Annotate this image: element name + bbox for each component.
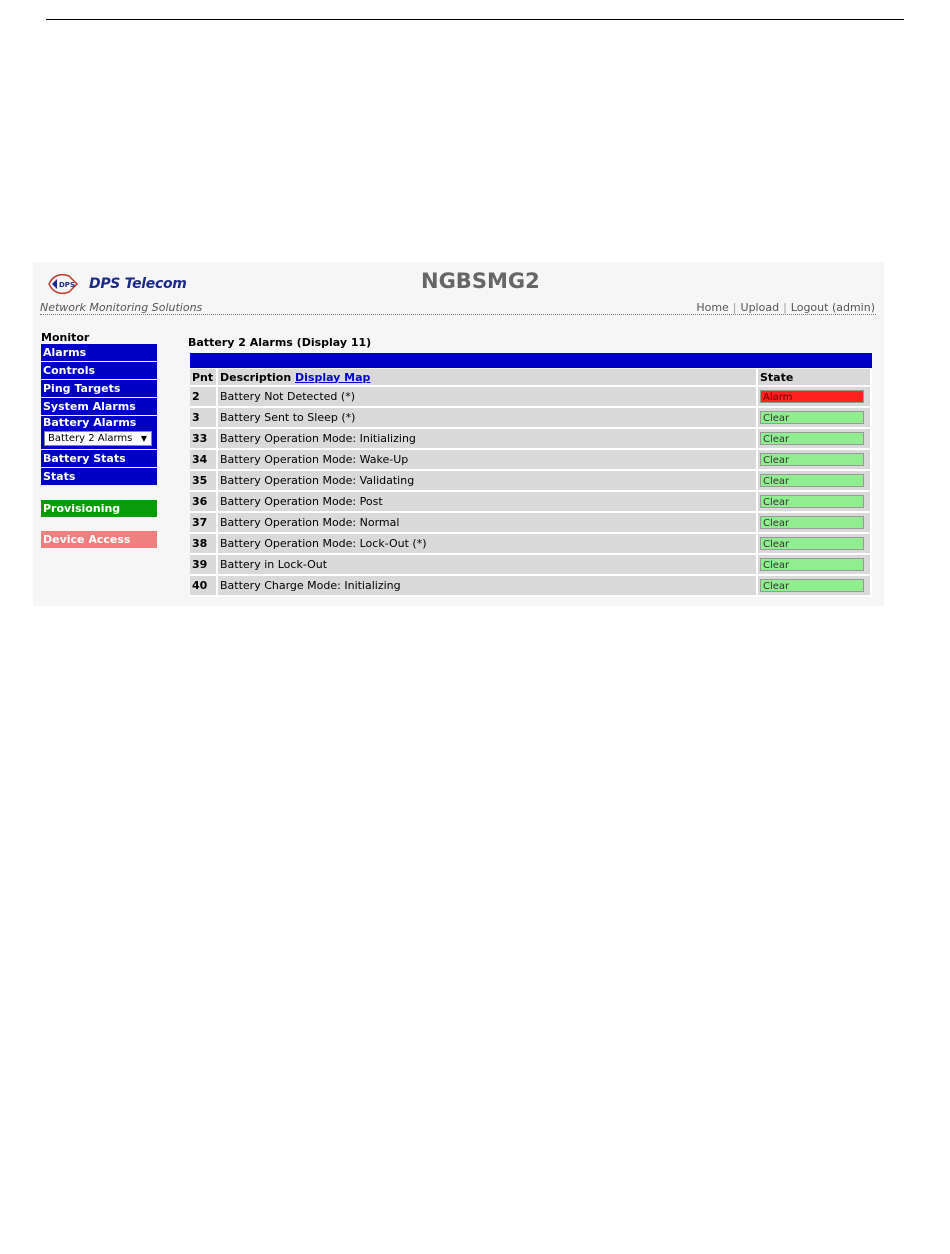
sidebar-item-label[interactable]: Battery Alarms <box>43 416 137 429</box>
row-pnt: 40 <box>190 575 217 596</box>
table-row <box>190 386 871 407</box>
row-description: Battery Charge Mode: Initializing <box>217 575 757 596</box>
row-state-cell <box>757 554 871 575</box>
status-badge: Clear <box>760 432 864 445</box>
row-state-cell <box>757 533 871 554</box>
row-pnt: 3 <box>190 407 217 428</box>
sidebar-item-battery-stats[interactable]: Battery Stats <box>41 450 157 467</box>
row-pnt: 33 <box>190 428 217 449</box>
row-description: Battery Operation Mode: Normal <box>217 512 757 533</box>
row-pnt: 34 <box>190 449 217 470</box>
row-pnt: 2 <box>190 386 217 407</box>
row-description: Battery in Lock-Out <box>217 554 757 575</box>
table-row <box>190 449 871 470</box>
sidebar-item-battery-alarms[interactable] <box>41 416 157 449</box>
row-state-cell <box>757 386 871 407</box>
status-badge: Alarm <box>760 390 864 403</box>
provisioning-button[interactable]: Provisioning <box>41 500 157 517</box>
row-state-cell <box>757 512 871 533</box>
svg-text:DPS: DPS <box>59 281 75 289</box>
tagline: Network Monitoring Solutions <box>40 301 203 314</box>
status-badge: Clear <box>760 558 864 571</box>
status-badge: Clear <box>760 537 864 550</box>
web-interface-screenshot <box>33 262 884 606</box>
row-pnt: 39 <box>190 554 217 575</box>
sidebar-item-ping-targets[interactable]: Ping Targets <box>41 380 157 397</box>
status-badge: Clear <box>760 495 864 508</box>
status-badge: Clear <box>760 453 864 466</box>
unit-name: NGBSMG2 <box>421 269 540 293</box>
row-description: Battery Not Detected (*) <box>217 386 757 407</box>
home-link[interactable]: Home <box>696 301 729 314</box>
header-divider <box>40 314 876 315</box>
logout-link[interactable]: Logout (admin) <box>790 301 875 314</box>
upload-link[interactable]: Upload <box>740 301 780 314</box>
table-header-row <box>190 369 871 386</box>
table-row <box>190 554 871 575</box>
row-pnt: 38 <box>190 533 217 554</box>
table-row <box>190 512 871 533</box>
row-pnt: 36 <box>190 491 217 512</box>
col-pnt: Pnt <box>190 369 217 386</box>
page-top-rule <box>46 19 904 20</box>
sidebar-item-stats[interactable]: Stats <box>41 468 157 485</box>
row-description: Battery Sent to Sleep (*) <box>217 407 757 428</box>
row-description: Battery Operation Mode: Wake-Up <box>217 449 757 470</box>
top-links: Home | Upload | Logout (admin) <box>696 301 875 314</box>
page-title: Battery 2 Alarms (Display 11) <box>188 336 372 349</box>
table-row <box>190 575 871 596</box>
row-description: Battery Operation Mode: Validating <box>217 470 757 491</box>
row-pnt: 37 <box>190 512 217 533</box>
battery-select-dropdown[interactable] <box>44 431 152 446</box>
alarm-table <box>190 369 872 597</box>
table-row <box>190 470 871 491</box>
col-description-label: Description <box>220 370 292 384</box>
col-state: State <box>757 369 871 386</box>
status-badge: Clear <box>760 411 864 424</box>
monitor-menu-title: Monitor <box>41 331 90 344</box>
row-description: Battery Operation Mode: Initializing <box>217 428 757 449</box>
table-row <box>190 407 871 428</box>
device-access-button[interactable]: Device Access <box>41 531 157 548</box>
row-pnt: 35 <box>190 470 217 491</box>
sidebar-item-system-alarms[interactable]: System Alarms <box>41 398 157 415</box>
battery-select-value: Battery 2 Alarms <box>48 433 133 444</box>
monitor-menu <box>41 344 157 486</box>
dropdown-arrow-icon: ▼ <box>140 434 147 443</box>
row-state-cell <box>757 428 871 449</box>
table-row <box>190 533 871 554</box>
brand-name: DPS Telecom <box>89 276 187 292</box>
status-badge: Clear <box>760 474 864 487</box>
table-row <box>190 428 871 449</box>
sidebar-item-alarms[interactable]: Alarms <box>41 344 157 361</box>
row-description: Battery Operation Mode: Post <box>217 491 757 512</box>
display-map-link[interactable]: Display Map <box>295 370 371 384</box>
sidebar-item-controls[interactable]: Controls <box>41 362 157 379</box>
alarm-rows <box>190 386 871 596</box>
row-state-cell <box>757 407 871 428</box>
status-badge: Clear <box>760 579 864 592</box>
row-state-cell <box>757 575 871 596</box>
row-state-cell <box>757 449 871 470</box>
row-description: Battery Operation Mode: Lock-Out (*) <box>217 533 757 554</box>
dps-logo-icon <box>47 273 79 295</box>
table-row <box>190 491 871 512</box>
col-description <box>217 369 757 386</box>
row-state-cell <box>757 491 871 512</box>
status-badge: Clear <box>760 516 864 529</box>
table-header-bar <box>190 353 872 368</box>
row-state-cell <box>757 470 871 491</box>
